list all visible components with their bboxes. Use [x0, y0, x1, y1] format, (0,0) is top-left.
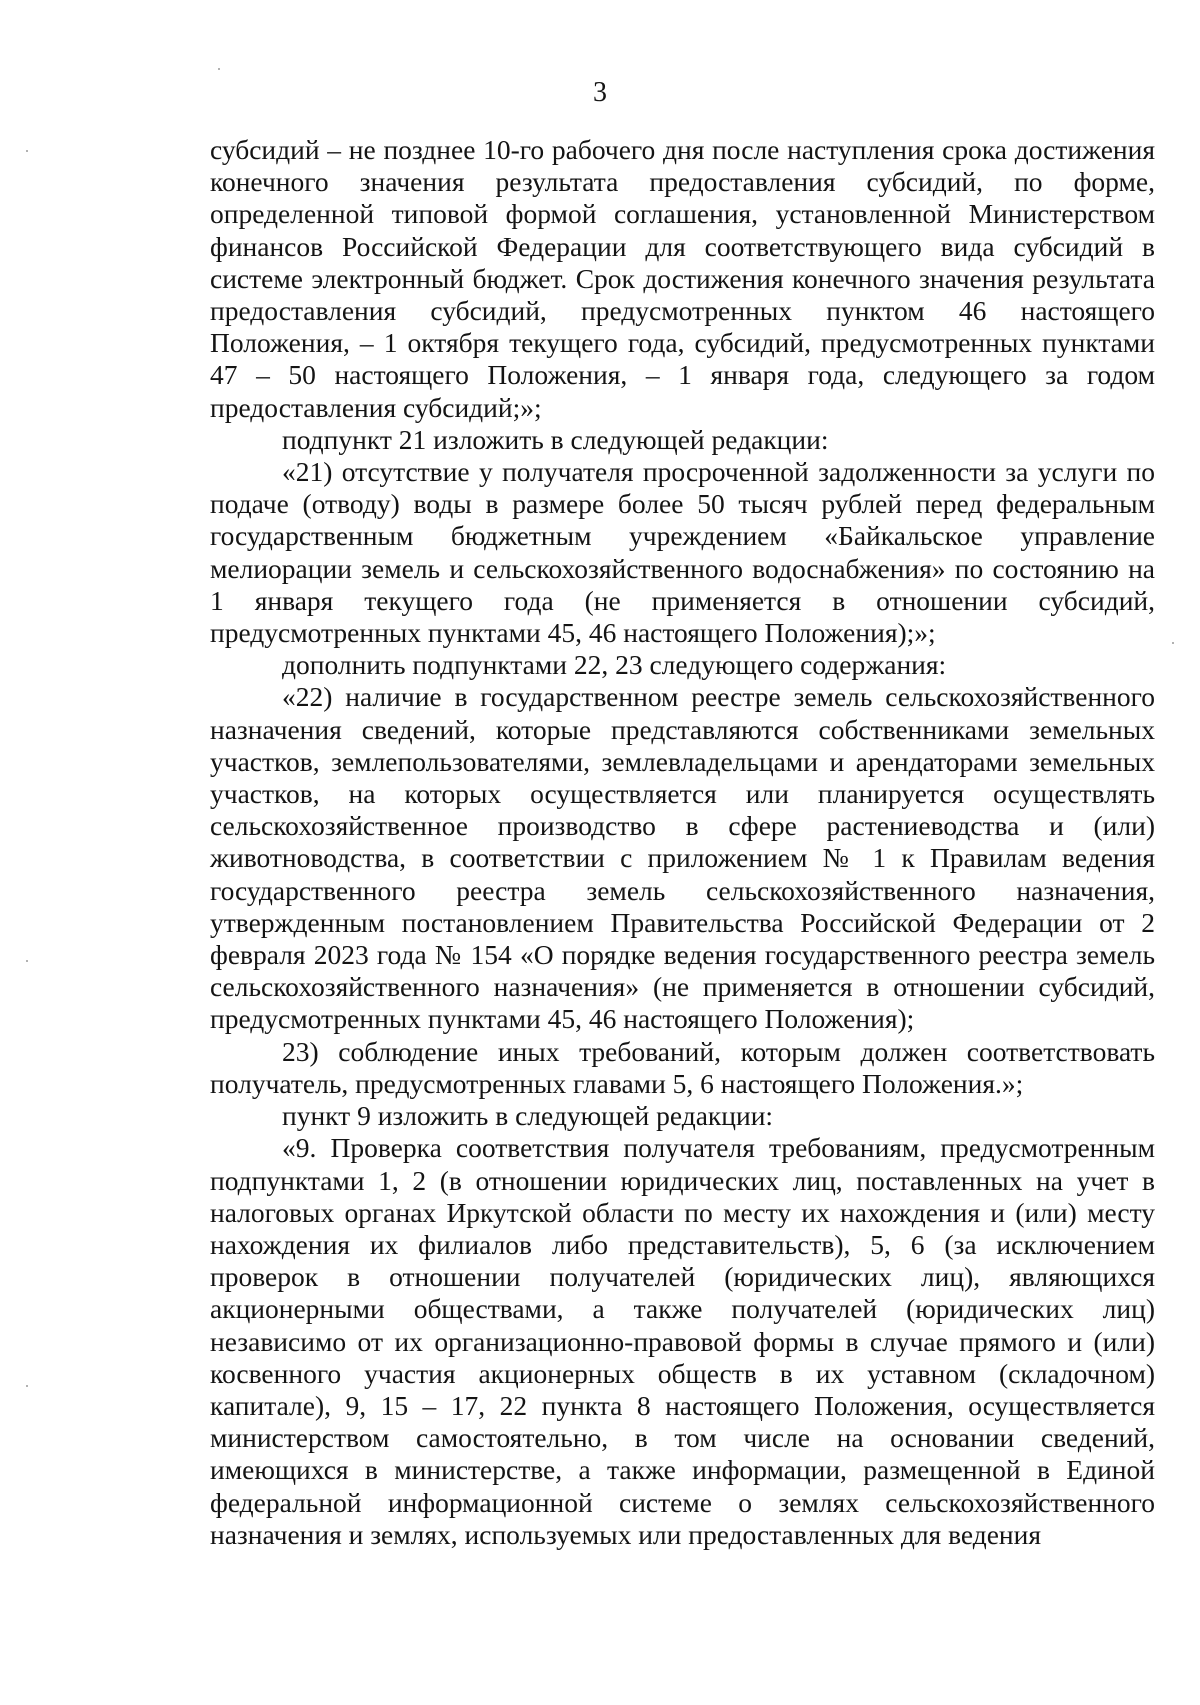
paragraph-subpoint-23: 23) соблюдение иных требований, которым должен соответствовать получатель, предусмотренных главами 5, 6 настоящего Положения.»;: [210, 1035, 1155, 1099]
page-number: 3: [593, 77, 607, 108]
scan-speck: [26, 1385, 28, 1387]
scan-speck: [26, 150, 28, 152]
paragraph-subpoint-22: «22) наличие в государственном реестре земель сельскохозяйственного назначения сведений, которые представляются собственниками земельных участков, землепользователями, землевладельцами и арендаторами земельных участков, на которых осуществляется или планируется осуществлять сельскохозяйственное производство в сфере растениеводства и (или) животноводства, в соответствии с приложением № 1 к Правилам ведения государственного реестра земель сельскохозяйственного назначения, утвержденным постановлением Правительства Российской Федерации от 2 февраля 2023 года № 154 «О порядке ведения государственного реестра земель сельскохозяйственного назначения» (не применяется в отношении субсидий, предусмотренных пунктами 45, 46 настоящего Положения);: [210, 681, 1155, 1035]
paragraph-instruction-point-9: пункт 9 изложить в следующей редакции:: [282, 1100, 774, 1132]
paragraph-continuation: субсидий – не позднее 10-го рабочего дня после наступления срока достижения конечного значения результата предоставления субсидий, по форме, определенной типовой формой соглашения, установленной Министерством финансов Российской Федерации для соответствующего вида субсидий в системе электронный бюджет. Срок достижения конечного значения результата предоставления субсидий, предусмотренных пунктом 46 настоящего Положения, – 1 октября текущего года, субсидий, предусмотренных пунктами 47 – 50 настоящего Положения, – 1 января года, следующего за годом предоставления субсидий;»;: [210, 134, 1155, 423]
scan-speck: [1172, 642, 1174, 644]
paragraph-point-9: «9. Проверка соответствия получателя требованиям, предусмотренным подпунктами 1, 2 (в отношении юридических лиц, поставленных на учет в налоговых органах Иркутской области по месту их нахождения и (или) месту нахождения их филиалов либо представительств), 5, 6 (за исключением проверок в отношении получателей (юридических лиц), являющихся акционерными обществами, а также получателей (юридических лиц) независимо от их организационно-правовой формы в случае прямого и (или) косвенного участия акционерных обществ в их уставном (складочном) капитале), 9, 15 – 17, 22 пункта 8 настоящего Положения, осуществляется министерством самостоятельно, в том числе на основании сведений, имеющихся в министерстве, а также информации, размещенной в Единой федеральной информационной системе о землях сельскохозяйственного назначения и землях, используемых или предоставленных для ведения: [210, 1132, 1155, 1550]
paragraph-instruction-subpoint-21: подпункт 21 изложить в следующей редакции:: [282, 423, 829, 455]
document-body: [210, 134, 1155, 1551]
scan-speck: [26, 960, 28, 962]
paragraph-subpoint-21: «21) отсутствие у получателя просроченной задолженности за услуги по подаче (отводу) воды в размере более 50 тысяч рублей перед федеральным государственным бюджетным учреждением «Байкальское управление мелиорации земель и сельскохозяйственного водоснабжения» по состоянию на 1 января текущего года (не применяется в отношении субсидий, предусмотренных пунктами 45, 46 настоящего Положения);»;: [210, 456, 1155, 649]
scan-speck: [218, 68, 220, 70]
paragraph-instruction-subpoints-22-23: дополнить подпунктами 22, 23 следующего содержания:: [282, 649, 947, 681]
